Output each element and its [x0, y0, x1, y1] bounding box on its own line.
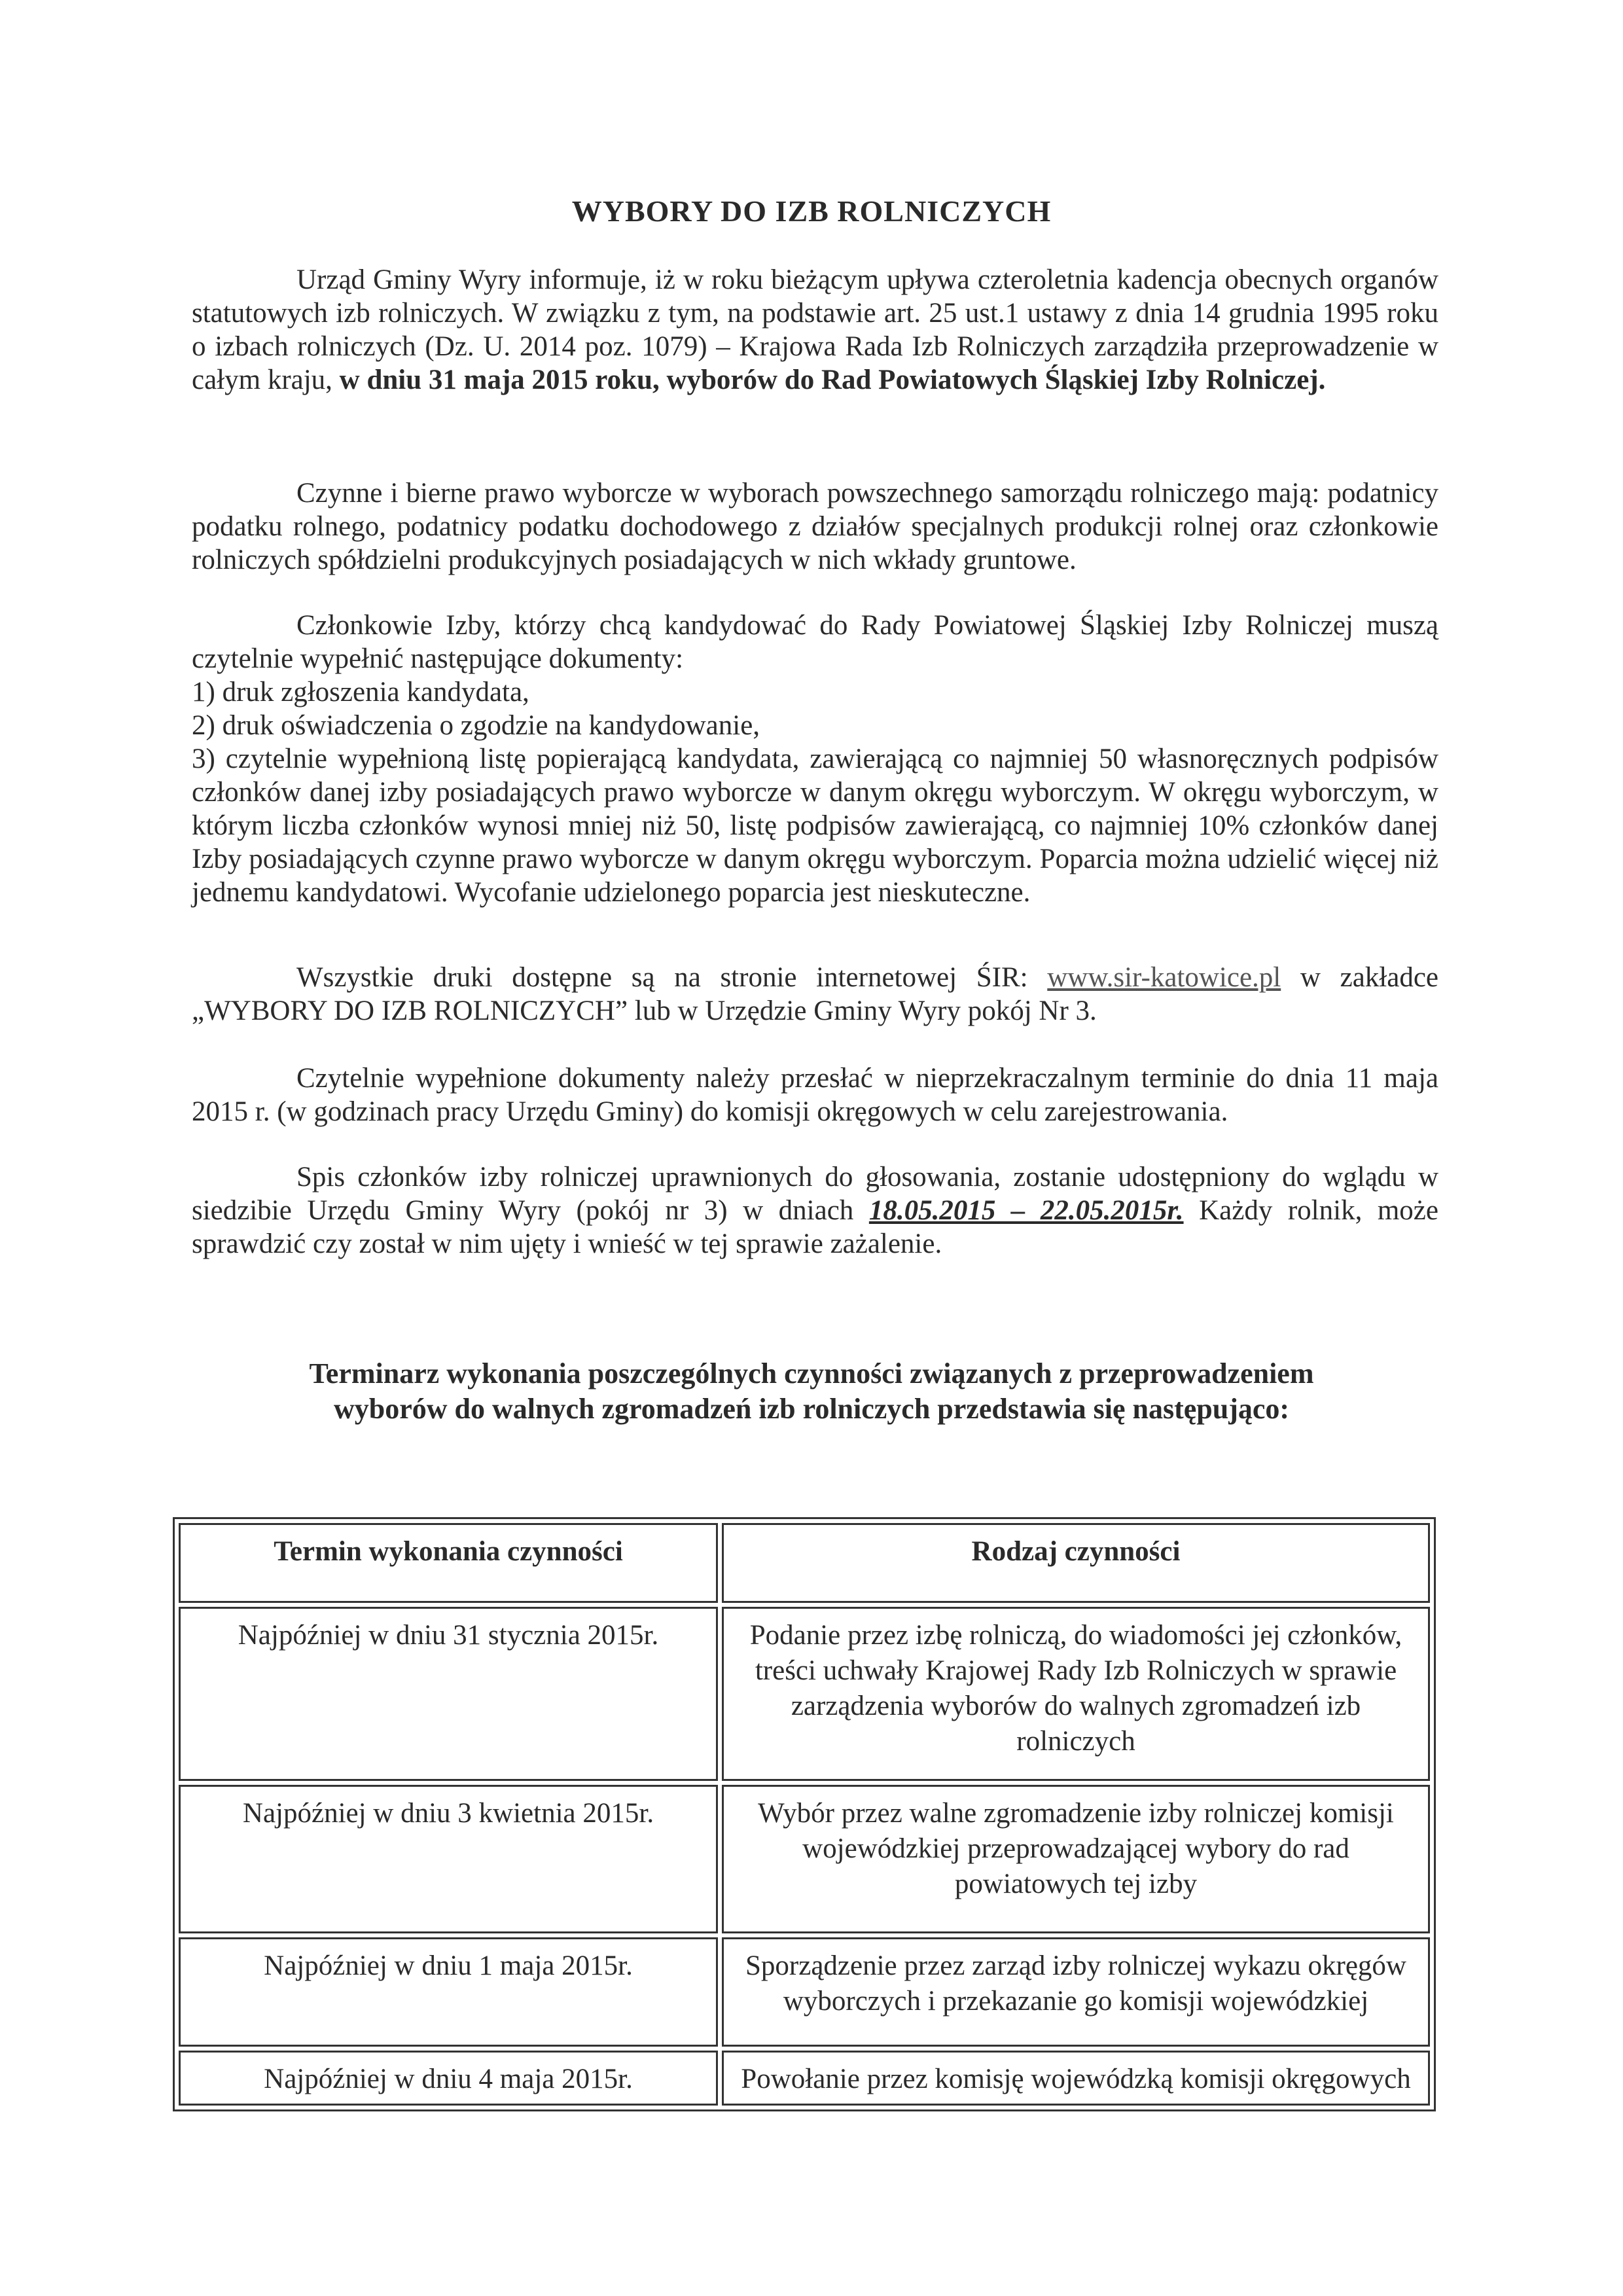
column-header-deadline: Termin wykonania czynności	[179, 1523, 718, 1603]
cell-deadline: Najpóźniej w dniu 1 maja 2015r.	[179, 1937, 718, 2047]
cell-activity: Powołanie przez komisję wojewódzką komisji okręgowych	[722, 2051, 1430, 2106]
forms-text: Wszystkie druki dostępne są na stronie internetowej ŚIR:	[296, 962, 1048, 993]
schedule-heading	[0, 1356, 1623, 1427]
cell-deadline: Najpóźniej w dniu 3 kwietnia 2015r.	[179, 1785, 718, 1933]
cell-activity: Podanie przez izbę rolniczą, do wiadomości jej członków, treści uchwały Krajowej Rady Izb Rolniczych w sprawie zarządzenia wyborów do walnych zgromadzeń izb rolniczych	[722, 1607, 1430, 1781]
election-date-bold: w dniu 31 maja 2015 roku, wyborów do Rad Powiatowych Śląskiej Izby Rolniczej.	[339, 365, 1326, 395]
cell-deadline: Najpóźniej w dniu 4 maja 2015r.	[179, 2051, 718, 2106]
intro-text: Urząd Gminy Wyry informuje, iż w roku bieżącym upływa czteroletnia kadencja obecnych organów statutowych izb rolniczych. W związku z tym, na podstawie art. 25 ust.1 ustawy z dnia 14 grudnia 1995 roku o izbach rolniczych (Dz. U. 2014 poz. 1079) – Krajowa Rada Izb Rolniczych zarządziła przeprowadzenie w całym kraju,	[192, 264, 1438, 395]
paragraph-deadline	[192, 1062, 1438, 1128]
paragraph-intro	[192, 263, 1438, 397]
table-row	[179, 1607, 1430, 1781]
forms-text-end: w zakładce „WYBORY DO IZB ROLNICZYCH” lub w Urzędzie Gminy Wyry pokój Nr 3.	[192, 962, 1438, 1026]
voter-list-text: Spis członków izby rolniczej uprawnionych do głosowania, zostanie udostępniony do wglądu w siedzibie Urzędu Gminy Wyry (pokój nr 3) w dniach	[192, 1162, 1438, 1226]
paragraph-forms	[192, 961, 1438, 1028]
paragraph-voter-list	[192, 1160, 1438, 1261]
candidates-intro: Członkowie Izby, którzy chcą kandydować do Rady Powiatowej Śląskiej Izby Rolniczej muszą czytelnie wypełnić następujące dokumenty:	[192, 610, 1438, 674]
cell-deadline: Najpóźniej w dniu 31 stycznia 2015r.	[179, 1607, 718, 1781]
column-header-activity: Rodzaj czynności	[722, 1523, 1430, 1603]
table-row	[179, 1937, 1430, 2047]
paragraph-candidates	[192, 609, 1438, 909]
table-header-row	[179, 1523, 1430, 1603]
deadline-text: Czytelnie wypełnione dokumenty należy przesłać w nieprzekraczalnym terminie do dnia 11 maja 2015 r. (w godzinach pracy Urzędu Gminy) do komisji okręgowych w celu zarejestrowania.	[192, 1063, 1438, 1127]
table-row	[179, 1785, 1430, 1933]
paragraph-voting-rights	[192, 476, 1438, 577]
list-item: 1) druk zgłoszenia kandydata,	[192, 677, 529, 708]
schedule-heading-line: Terminarz wykonania poszczególnych czynności związanych z przeprowadzeniem	[309, 1357, 1314, 1390]
cell-activity: Sporządzenie przez zarząd izby rolniczej wykazu okręgów wyborczych i przekazanie go komisji wojewódzkiej	[722, 1937, 1430, 2047]
schedule-heading-line: wyborów do walnych zgromadzeń izb rolniczych przedstawia się następująco:	[333, 1393, 1290, 1425]
sir-website-link[interactable]: www.sir-katowice.pl	[1047, 962, 1281, 993]
schedule-table	[173, 1517, 1436, 2111]
list-item: 2) druk oświadczenia o zgodzie na kandydowanie,	[192, 710, 760, 741]
cell-activity: Wybór przez walne zgromadzenie izby rolniczej komisji wojewódzkiej przeprowadzającej wybory do rad powiatowych tej izby	[722, 1785, 1430, 1933]
voter-list-text-end: Każdy rolnik, może sprawdzić czy został w nim ujęty i wnieść w tej sprawie zażalenie.	[192, 1195, 1438, 1259]
inspection-dates: 18.05.2015 – 22.05.2015r.	[868, 1195, 1184, 1226]
list-item: 3) czytelnie wypełnioną listę popierającą kandydata, zawierającą co najmniej 50 własnoręcznych podpisów członków danej izby posiadających prawo wyborcze w danym okręgu wyborczym. W okręgu wyborczym, w którym liczba członków wynosi mniej niż 50, listę podpisów zawierającą, co najmniej 10% członków danej Izby posiadających czynne prawo wyborcze w danym okręgu wyborczym. Poparcia można udzielić więcej niż jednemu kandydatowi. Wycofanie udzielonego poparcia jest nieskuteczne.	[192, 744, 1438, 908]
document-title: WYBORY DO IZB ROLNICZYCH	[571, 194, 1052, 228]
table-row	[179, 2051, 1430, 2106]
voting-rights-text: Czynne i bierne prawo wyborcze w wyborach powszechnego samorządu rolniczego mają: podatnicy podatku rolnego, podatnicy podatku dochodowego z działów specjalnych produkcji rolnej oraz członkowie rolniczych spółdzielni produkcyjnych posiadających w nich wkłady gruntowe.	[192, 478, 1438, 575]
